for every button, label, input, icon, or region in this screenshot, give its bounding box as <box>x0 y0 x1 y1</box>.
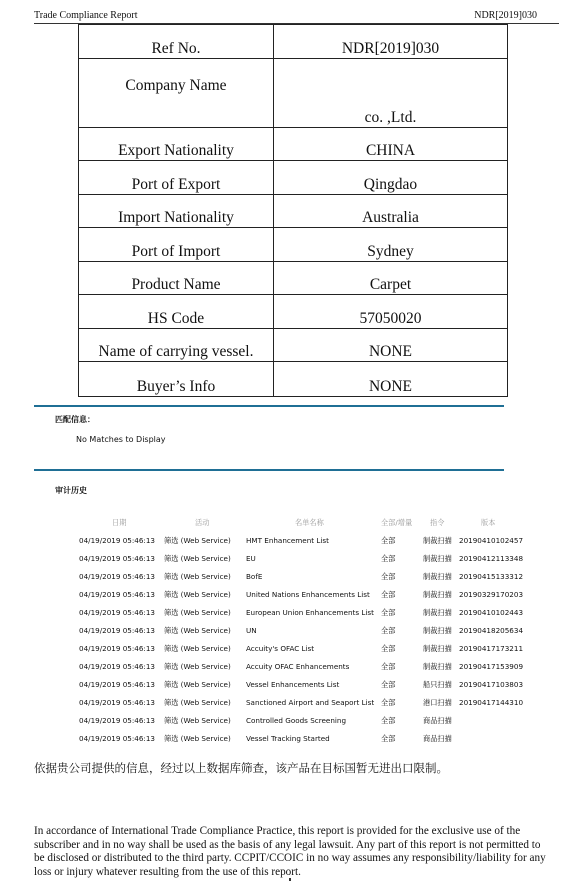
section-divider <box>34 469 504 471</box>
audit-activity: 筛选 (Web Service) <box>164 734 231 743</box>
audit-command: 制裁扫描 <box>423 626 452 635</box>
audit-date: 04/19/2019 05:46:13 <box>79 590 155 599</box>
audit-version: 20190417103803 <box>459 680 524 689</box>
info-value: NDR[2019]030 <box>274 25 508 59</box>
audit-list-name: Sanctioned Airport and Seaport List <box>246 698 375 707</box>
audit-scope: 全部 <box>381 716 396 725</box>
legal-disclaimer: In accordance of International Trade Compliance Practice, this report is provided for the exclusive use of the subscriber and in no way shall be used as the basis of any legal lawsuit. Any part of this report is not permitted to be disclosed or distributed to the third party. CCPIT/CCOIC in no way assumes any responsibility/liability for any loss or injury whatever resulting from the use of this report. <box>34 825 546 878</box>
audit-command: 商品扫描 <box>423 716 452 725</box>
info-row <box>79 295 508 329</box>
audit-activity: 筛选 (Web Service) <box>164 590 231 599</box>
audit-scope: 全部 <box>381 698 396 707</box>
info-label: Import Nationality <box>79 194 274 228</box>
info-label: HS Code <box>79 295 274 329</box>
page-header <box>34 10 537 24</box>
info-label: Name of carrying vessel. <box>79 328 274 362</box>
audit-list-name: European Union Enhancements List <box>246 608 374 617</box>
audit-scope: 全部 <box>381 680 396 689</box>
audit-command: 商品扫描 <box>423 734 452 743</box>
page-footer-mark <box>289 878 291 881</box>
column-header-list-name: 名单名称 <box>295 518 324 527</box>
info-value: co. ,Ltd. <box>274 58 508 127</box>
audit-list-name: Accuity's OFAC List <box>246 644 315 653</box>
audit-scope: 全部 <box>381 626 396 635</box>
audit-scope: 全部 <box>381 608 396 617</box>
info-value: Sydney <box>274 228 508 262</box>
audit-list-name: Accuity OFAC Enhancements <box>246 662 350 671</box>
info-row <box>79 362 508 397</box>
audit-activity: 筛选 (Web Service) <box>164 698 231 707</box>
audit-list-name: Vessel Enhancements List <box>246 680 340 689</box>
audit-command: 制裁扫描 <box>423 554 452 563</box>
info-row <box>79 194 508 228</box>
audit-command: 制裁扫描 <box>423 662 452 671</box>
audit-list-name: UN <box>246 626 257 635</box>
audit-command: 船只扫描 <box>423 680 452 689</box>
audit-date: 04/19/2019 05:46:13 <box>79 698 155 707</box>
audit-list-name: Vessel Tracking Started <box>246 734 330 743</box>
audit-activity: 筛选 (Web Service) <box>164 680 231 689</box>
info-label: Export Nationality <box>79 127 274 161</box>
audit-activity: 筛选 (Web Service) <box>164 626 231 635</box>
info-row <box>79 328 508 362</box>
audit-scope: 全部 <box>381 644 396 653</box>
audit-version: 20190417144310 <box>459 698 524 707</box>
info-row <box>79 161 508 195</box>
audit-date: 04/19/2019 05:46:13 <box>79 644 155 653</box>
column-header-version: 版本 <box>481 518 496 527</box>
section-divider <box>34 405 504 407</box>
audit-list-name: BofE <box>246 572 263 581</box>
audit-activity: 筛选 (Web Service) <box>164 572 231 581</box>
audit-date: 04/19/2019 05:46:13 <box>79 554 155 563</box>
audit-scope: 全部 <box>381 554 396 563</box>
info-label: Ref No. <box>79 25 274 59</box>
audit-command: 制裁扫描 <box>423 608 452 617</box>
audit-list-name: HMT Enhancement List <box>246 536 329 545</box>
info-value: NONE <box>274 328 508 362</box>
info-row <box>79 228 508 262</box>
info-label: Company Name <box>79 58 274 127</box>
audit-version: 20190415133312 <box>459 572 524 581</box>
column-header-scope: 全部/增量 <box>381 518 413 527</box>
audit-command: 制裁扫描 <box>423 572 452 581</box>
info-label: Product Name <box>79 261 274 295</box>
shipment-info-table <box>78 24 508 397</box>
info-row <box>79 127 508 161</box>
audit-date: 04/19/2019 05:46:13 <box>79 734 155 743</box>
column-header-command: 指令 <box>430 518 445 527</box>
report-title: Trade Compliance Report <box>34 10 138 21</box>
audit-command: 制裁扫描 <box>423 536 452 545</box>
audit-list-name: Controlled Goods Screening <box>246 716 347 725</box>
audit-activity: 筛选 (Web Service) <box>164 716 231 725</box>
info-row <box>79 261 508 295</box>
audit-date: 04/19/2019 05:46:13 <box>79 608 155 617</box>
audit-date: 04/19/2019 05:46:13 <box>79 626 155 635</box>
audit-scope: 全部 <box>381 662 396 671</box>
audit-version: 20190329170203 <box>459 590 524 599</box>
info-row <box>79 58 508 127</box>
audit-activity: 筛选 (Web Service) <box>164 644 231 653</box>
report-number: NDR[2019]030 <box>474 10 537 21</box>
audit-scope: 全部 <box>381 572 396 581</box>
audit-scope: 全部 <box>381 734 396 743</box>
audit-activity: 筛选 (Web Service) <box>164 608 231 617</box>
audit-version: 20190418205634 <box>459 626 524 635</box>
audit-command: 制裁扫描 <box>423 644 452 653</box>
info-label: Port of Import <box>79 228 274 262</box>
audit-date: 04/19/2019 05:46:13 <box>79 716 155 725</box>
audit-date: 04/19/2019 05:46:13 <box>79 572 155 581</box>
audit-date: 04/19/2019 05:46:13 <box>79 680 155 689</box>
info-label: Buyer’s Info <box>79 362 274 397</box>
audit-version: 20190410102443 <box>459 608 524 617</box>
no-matches-text: No Matches to Display <box>76 435 166 444</box>
info-value: 57050020 <box>274 295 508 329</box>
info-value: CHINA <box>274 127 508 161</box>
audit-date: 04/19/2019 05:46:13 <box>79 662 155 671</box>
info-row <box>79 25 508 59</box>
info-label: Port of Export <box>79 161 274 195</box>
audit-version: 20190417173211 <box>459 644 524 653</box>
audit-activity: 筛选 (Web Service) <box>164 554 231 563</box>
info-value: Australia <box>274 194 508 228</box>
screening-conclusion: 依据贵公司提供的信息，经过以上数据库筛查，该产品在目标国暂无进出口限制。 <box>34 761 448 775</box>
audit-activity: 筛选 (Web Service) <box>164 536 231 545</box>
audit-command: 制裁扫描 <box>423 590 452 599</box>
audit-section-title: 审计历史 <box>55 486 87 495</box>
audit-version: 20190417153909 <box>459 662 524 671</box>
audit-command: 港口扫描 <box>423 698 452 707</box>
info-value: Carpet <box>274 261 508 295</box>
audit-list-name: EU <box>246 554 256 563</box>
audit-scope: 全部 <box>381 536 396 545</box>
info-value: NONE <box>274 362 508 397</box>
audit-list-name: United Nations Enhancements List <box>246 590 370 599</box>
column-header-date: 日期 <box>112 518 127 527</box>
audit-activity: 筛选 (Web Service) <box>164 662 231 671</box>
audit-version: 20190410102457 <box>459 536 524 545</box>
audit-date: 04/19/2019 05:46:13 <box>79 536 155 545</box>
audit-version: 20190412113348 <box>459 554 524 563</box>
column-header-activity: 活动 <box>195 518 210 527</box>
match-section-title: 匹配信息： <box>55 415 95 424</box>
info-value: Qingdao <box>274 161 508 195</box>
audit-scope: 全部 <box>381 590 396 599</box>
